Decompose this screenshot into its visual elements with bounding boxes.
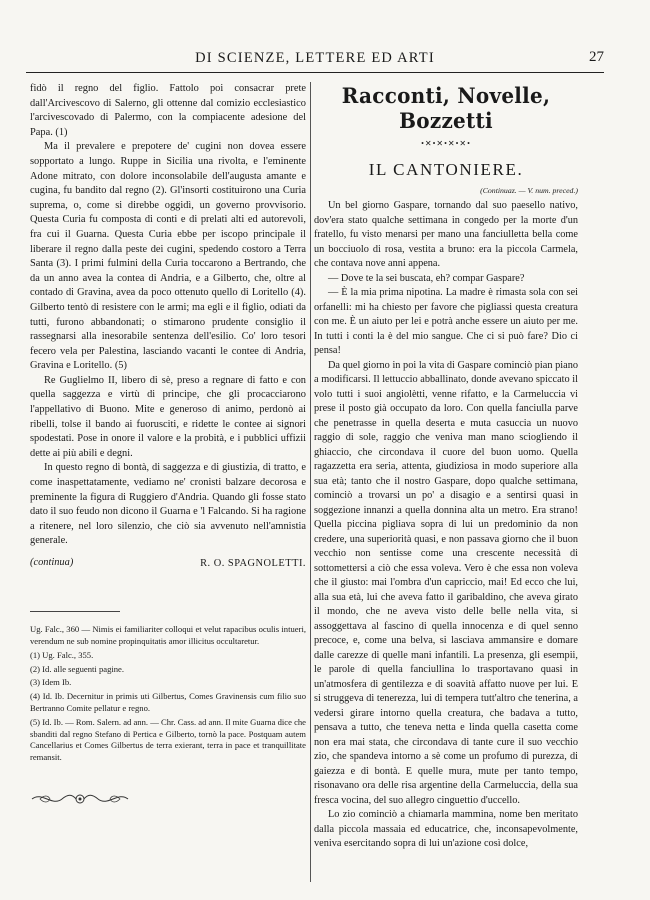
section-title: Racconti, Novelle, Bozzetti [341, 83, 551, 133]
page-header [26, 46, 604, 73]
running-title: DI SCIENZE, LETTERE ED ARTI [195, 50, 435, 66]
page-number: 27 [589, 49, 604, 65]
paragraph: In questo regno di bontà, di saggezza e di giustizia, di tratto, e come inaspettatamente, vediamo ne' cronisti balzare decorosa e preminente la figura di Ruggiero d'Andria. Quando gli fosse stato dato il suo feudo non dicono il Guarna e 'l Falcando. Si ha ragione a ritenere, nel loro silenzio, che ciò sia avvenuto nell'amnistia generale. [30, 462, 306, 547]
continua-note: (continua) [30, 557, 74, 568]
footnote: (4) Id. Ib. Decernitur in primis uti Gilbertus, Comes Gravinensis cum filio suo Bertranno Comite pellatur e regno. [30, 691, 306, 713]
footnote: Ug. Falc., 360 — Nimis ei familiariter colloqui et velut rapacibus oculis intueri, verendum ne sub nomine propinquitatis amor illicitus occultaretur. [30, 624, 306, 646]
paragraph: — È la mia prima nipotina. La madre è rimasta sola con sei orfanelli: mi ha chiesto per favore che pigliassi questa creatura con me. È un aiuto per lei e potrà anche essere un aiuto per me. In tutti i conti la è del mio sangue. Che ci si può fare? Dio ci pensa! [314, 287, 578, 356]
paragraph: fidò il regno del figlio. Fattolo poi consacrar prete dall'Arcivescovo di Salerno, gli ottenne dal comizio ecclesiastico l'arcivescovado di Palermo, con la compiacente adesione del Papa. (1) [30, 83, 306, 138]
paragraph: — Dove te la sei buscata, eh? compar Gaspare? [328, 272, 525, 284]
paragraph: Un bel giorno Gaspare, tornando dal suo paesello nativo, dov'era stato qualche settimana in congedo per la morte d'un fratello, fu visto menarsi per mano una fanciulletta bella come un bocciuolo di rosa, vestita a bruno: era la piccola Carmela, che contava nove anni appena. [314, 200, 578, 269]
paragraph: Da quel giorno in poi la vita di Gaspare cominciò pian piano a modificarsi. Il lettuccio abballinato, donde avevano spiccato il volo tutti i suoi angiolètti, venne rifatto, e la Carmeluccia vi prese il posto già occupato da loro. Con quella fanciulla parve che penetrasse in quella deserta e muta casuccia un nuovo raggio di sole, raggio che veniva man mano sciogliendo il ghiaccio, che circondava il cuore del buon uomo. Quella ragazzetta era seria, attenta, giudiziosa in modo superiore alla sua età; tanto che il nostro Gaspare, dopo qualche settimana, cominciò a trovarsi un po' a disagio e a sentirsi quasi in soggezione innanzi a quella donnina alta un metro. Era strano! Quella piccina pigliava sopra di lui un predominio da non credere, una superiorità quasi, e non passava giorno che il buon vecchio non sentisse come una crescente necessità di sottomettersi a ciò che essa voleva. Vero è che essa non voleva che il giusto: mai l'ombra d'un capriccio, mai! Ed ecco che lui, alla sua età, lui che aveva fatto il garibaldino, che aveva girato il mondo, che ne aveva visto delle belle nella vita, si assoggettava al fascino di quella innocenza e di quel senno precoce, e, come una belva, si lasciava ammansire e domare dalle carezze di quelle mani infantili. La presenza, gli esempii, le parole di quella fanciullina lo trasportavano quasi in un'atmosfera di gentilezza e di soavità affatto nuove per lui. E si struggeva di tenerezza, lui di tempera tutt'altro che tenerina, a vedersi girare intorno quella creatura, che badava a tutto, pensava a tutto, che teneva netta e linda quella casetta come non era mai stata, che circondava di tante cure il suo vecchio zio, che spandeva intorno a sè come un profumo di purezza, di gaiezza e di bontà. E quelle mura, mute per tanto tempo, risonavano ora delle risa argentine della Carmeluccia, della sua fresca vocina, del suo allegro cinguettio d'uccello. [314, 359, 578, 806]
paragraph: Lo zio cominciò a chiamarla mammina, nome ben meritato dalla piccola massaia ed educatrice, che, inconsapevolmente, veniva esercitando sopra di lui un'azione così dolce, [314, 809, 578, 849]
tail-ornament-icon [30, 790, 130, 808]
footnote: (3) Idem Ib. [30, 677, 72, 688]
story-title: IL CANTONIERE. [368, 160, 524, 179]
section-ornament: •✕•✕•✕•✕• [421, 139, 471, 148]
paragraph: Re Guglielmo II, libero di sè, preso a regnare di fatto e con quella saggezza e virtù di principe, che gli procacciarono l'appellativo di Buono. Mite e generoso di animo, perdonò ai ribelli, tolse il bando ai fuorusciti, e ridette le contee ai signori spodestati. Pose in onore il valore e la probità, e i pubblici uffizii dette ai più abili e degni. [30, 374, 306, 459]
continuation-note: (Continuaz. — V. num. preced.) [480, 186, 578, 195]
footnote: (5) Id. Ib. — Rom. Salern. ad ann. — Chr. Cass. ad ann. Il mite Guarna dice che sbanditi dal regno Stefano di Pertica e Gilberto, tornò la pace. Postquam autem Cancellarius et Comes Gilbertus de terra exierant, terra in pace et tranquillitate remansit. [30, 716, 306, 763]
footnote: (2) Id. alle seguenti pagine. [30, 663, 125, 674]
footnote: (1) Ug. Falc., 355. [30, 649, 94, 660]
footnote-separator [30, 611, 120, 612]
right-column [314, 82, 578, 852]
paragraph: Ma il prevalere e prepotere de' cugini non dovea essere sopportato a lungo. Ruppe in Sicilia una rivolta, e l'eminente Adone mitrato, con dolore inconsolabile dell'augusta amante e cugina, fu bandito dal regno (2). Gl'insorti costituirono una Curia suprema, o, come si direbbe oggidì, un governo provvisorio. Questa Curia fu composta di conti e di prelati alti ed autorevoli, fra cui il Guarna. Questa Curia ebbe per iscopo principale il liberare il regno dalla peste dei cugini, spedendo costoro a Terra Santa (3). I primi fulmini della Curia toccarono a Bertrando, che da un anno avea la contea di Andria, e a Gilberto, che, oltre al contado di Gravina, avea da poco ottenuto quello di Loritello (4). Gilberto tentò di resistere con le armi; ma egli e il figlio, odiati da tutti, furono abbandonati; o stimarono prudente consiglio il rassegnarsi alla inesorabile sentenza dell'esilio. Co' loro tesori fecero vela per Palestina, lasciando vacanti le contee di Andria, Gravina e Loritello. (5) [30, 141, 306, 372]
column-rule [310, 82, 311, 882]
left-column [30, 82, 306, 813]
author-signature: R. O. SPAGNOLETTI. [200, 557, 306, 569]
